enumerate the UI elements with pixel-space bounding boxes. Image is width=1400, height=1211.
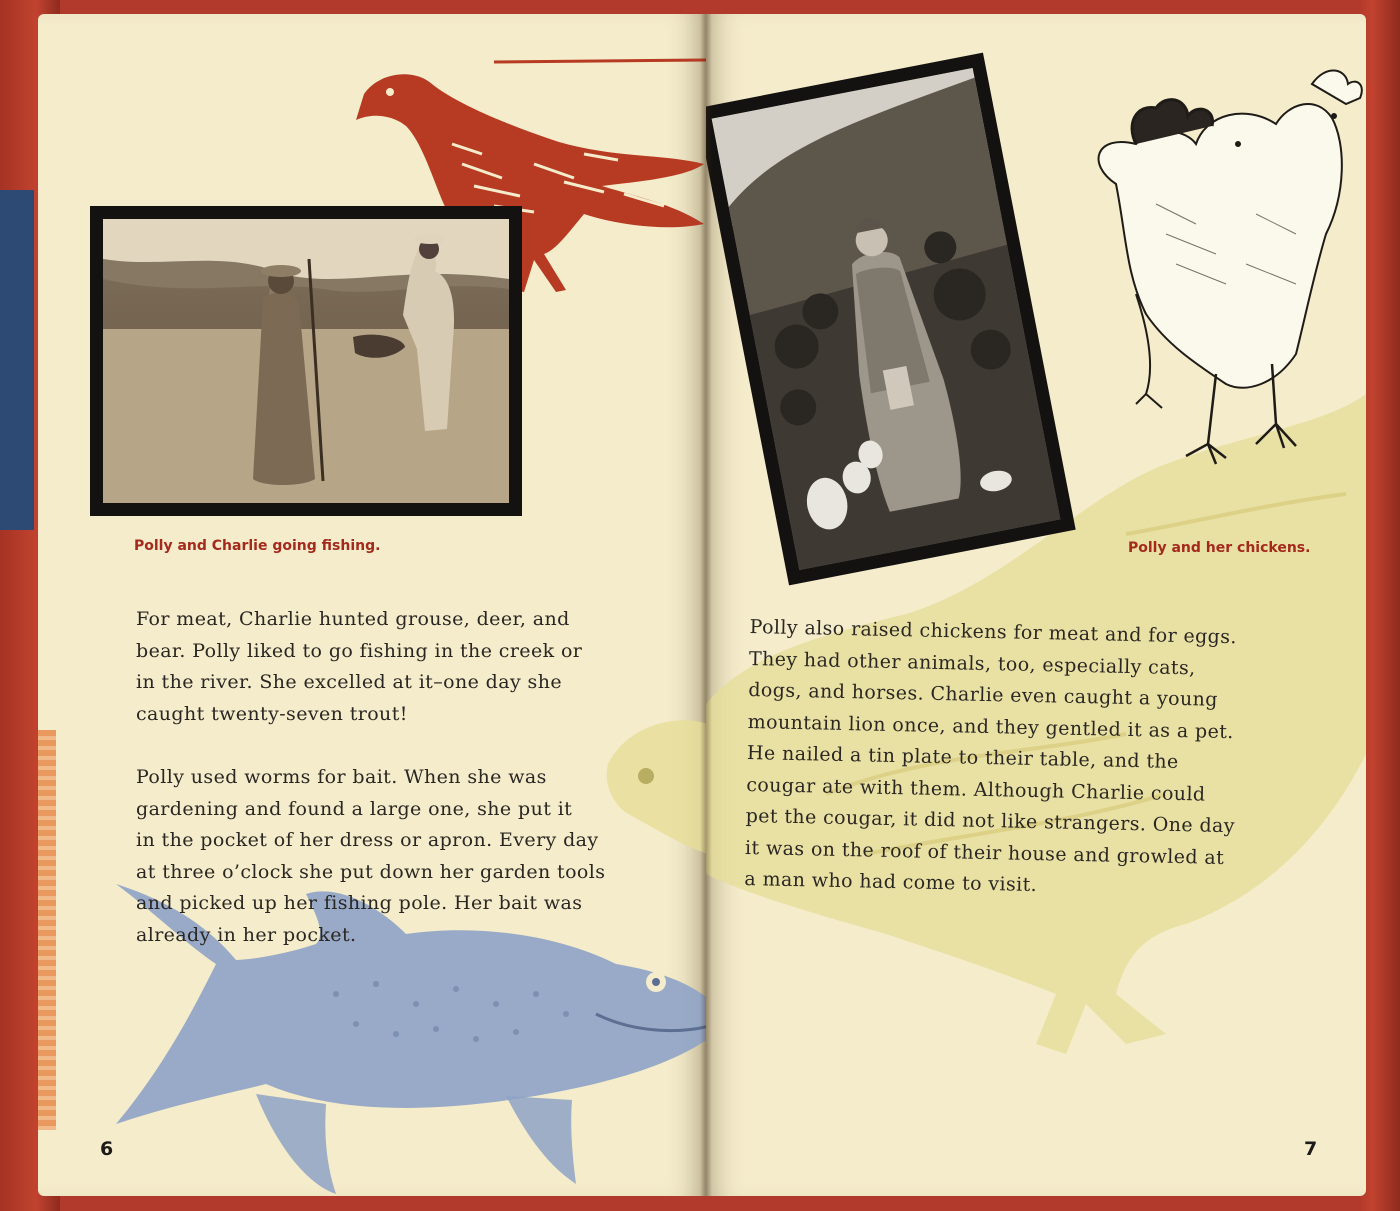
book-cover-right-edge [1360,0,1400,1211]
text-line: at three o’clock she put down her garden tools [136,860,606,883]
text-line: cougar ate with them. Although Charlie could [746,773,1206,806]
orange-margin-strip [38,730,56,1130]
right-page [706,14,1366,1196]
text-line: bear. Polly liked to go fishing in the creek or [136,639,583,662]
page-number-right: 7 [1304,1138,1318,1160]
text-line: in the river. She excelled at it–one day she [136,671,562,693]
text-line: dogs, and horses. Charlie even caught a young [748,678,1219,711]
text-line: a man who had come to visit. [744,867,1038,897]
text-line: already in her pocket. [136,923,357,946]
photo-polly-and-charlie-fishing [90,206,522,516]
text-line: and picked up her fishing pole. Her bait was [136,892,583,914]
text-line: in the pocket of her dress or apron. Every day [136,829,599,851]
text-line: Polly also raised chickens for meat and for eggs. [749,615,1238,649]
left-paragraph-1 [136,604,582,730]
right-photo-caption: Polly and her chickens. [1128,540,1311,556]
text-line: For meat, Charlie hunted grouse, deer, and [136,608,570,630]
text-line: pet the cougar, it did not like strangers. One day [745,804,1236,838]
left-page [38,14,706,1196]
text-line: it was on the roof of their house and growled at [744,836,1225,869]
chickens-illustration [1076,64,1366,474]
text-line: gardening and found a large one, she put it [136,797,573,820]
text-line: Polly used worms for bait. When she was [136,766,547,788]
page-number-left: 6 [100,1138,114,1160]
book-cover-stripe [0,190,34,530]
right-paragraph-1 [744,612,1239,906]
large-bird-head-illustration [598,704,706,854]
text-line: caught twenty-seven trout! [136,702,408,725]
text-line: He nailed a tin plate to their table, and the [746,741,1179,774]
text-line: mountain lion once, and they gentled it as a pet. [747,710,1234,743]
left-photo-caption: Polly and Charlie going fishing. [134,538,381,554]
text-line: They had other animals, too, especially cats, [748,647,1196,679]
book-spine-gutter [700,14,712,1196]
left-paragraph-2 [136,762,605,951]
